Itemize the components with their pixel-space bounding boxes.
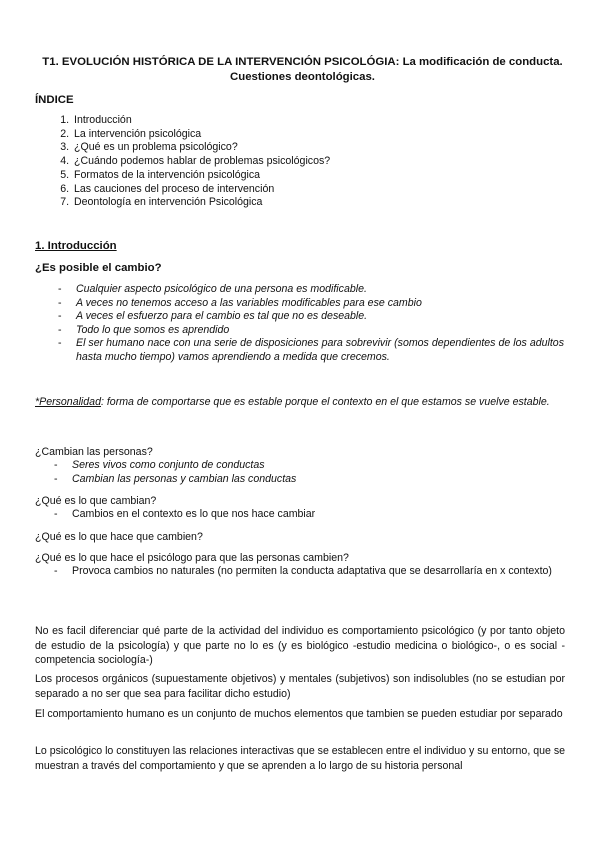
qa-question: ¿Cambian las personas?	[35, 446, 153, 458]
index-item: 4. ¿Cuándo podemos hablar de problemas psicológicos?	[72, 155, 330, 169]
index-item: 7. Deontología en intervención Psicológica	[72, 196, 330, 210]
qa-answers	[52, 565, 564, 579]
qa-answer: - Cambian las personas y cambian las conductas	[52, 473, 564, 487]
personalidad-definition	[35, 395, 565, 410]
index-item: 6. Las cauciones del proceso de intervención	[72, 183, 330, 197]
index-item: 2. La intervención psicológica	[72, 128, 330, 142]
change-bullets	[56, 283, 564, 365]
bullet-item: - A veces no tenemos acceso a las variables modificables para ese cambio	[56, 297, 564, 311]
index-item: 5. Formatos de la intervención psicológica	[72, 169, 330, 183]
paragraph: Los procesos orgánicos (supuestamente objetivos) y mentales (subjetivos) son indisolubles (no se estudian por separado a no ser que sea para facilitar dicho estudio)	[35, 673, 565, 700]
bullet-item: - Cualquier aspecto psicológico de una persona es modificable.	[56, 283, 564, 297]
section-question: ¿Es posible el cambio?	[35, 262, 162, 274]
qa-question: ¿Qué es lo que hace que cambien?	[35, 531, 203, 543]
index-list	[35, 114, 330, 210]
qa-answers	[52, 459, 564, 486]
document-title	[40, 55, 565, 85]
bullet-item: - A veces el esfuerzo para el cambio es tal que no es deseable.	[56, 310, 564, 324]
index-item: 3. ¿Qué es un problema psicológico?	[72, 141, 330, 155]
qa-answer: - Seres vivos como conjunto de conductas	[52, 459, 564, 473]
title-line-1: T1. EVOLUCIÓN HISTÓRICA DE LA INTERVENCIÓN PSICOLÓGIA: La modificación de conducta.	[42, 56, 563, 68]
qa-answer: - Provoca cambios no naturales (no permiten la conducta adaptativa que se desarrollaría en x contexto)	[52, 565, 564, 579]
paragraph: El comportamiento humano es un conjunto de muchos elementos que tambien se pueden estudiar por separado	[35, 708, 563, 720]
qa-answer: - Cambios en el contexto es lo que nos hace cambiar	[52, 508, 564, 522]
qa-question: ¿Qué es lo que cambian?	[35, 495, 157, 507]
personalidad-text: : forma de comportarse que es estable porque el contexto en el que estamos se vuelve estable.	[100, 396, 550, 408]
qa-answers	[52, 508, 564, 522]
section-heading-introduccion: 1. Introducción	[35, 240, 117, 252]
bullet-item: - Todo lo que somos es aprendido	[56, 324, 564, 338]
paragraph: Lo psicológico lo constituyen las relaciones interactivas que se establecen entre el individuo y su entorno, que se muestran a través del comportamiento y que se aprenden a lo largo de su historia personal	[35, 745, 566, 772]
bullet-item: - El ser humano nace con una serie de disposiciones para sobrevivir (somos dependientes de los adultos hasta mucho tiempo) vamos aprendiendo a medida que crecemos.	[56, 337, 564, 364]
index-item: 1. Introducción	[72, 114, 330, 128]
title-line-2: Cuestiones deontológicas.	[230, 71, 375, 83]
index-heading: ÍNDICE	[35, 94, 74, 106]
paragraph: No es facil diferenciar qué parte de la actividad del individuo es comportamiento psicológico (y por tanto objeto de estudio de la psicología) y que parte no lo es (y es biológico -estudio medicina o biológico-, o es social -competencia sociología-)	[35, 625, 565, 667]
personalidad-term: *Personalidad	[35, 396, 101, 408]
qa-question: ¿Qué es lo que hace el psicólogo para que las personas cambien?	[35, 552, 349, 564]
